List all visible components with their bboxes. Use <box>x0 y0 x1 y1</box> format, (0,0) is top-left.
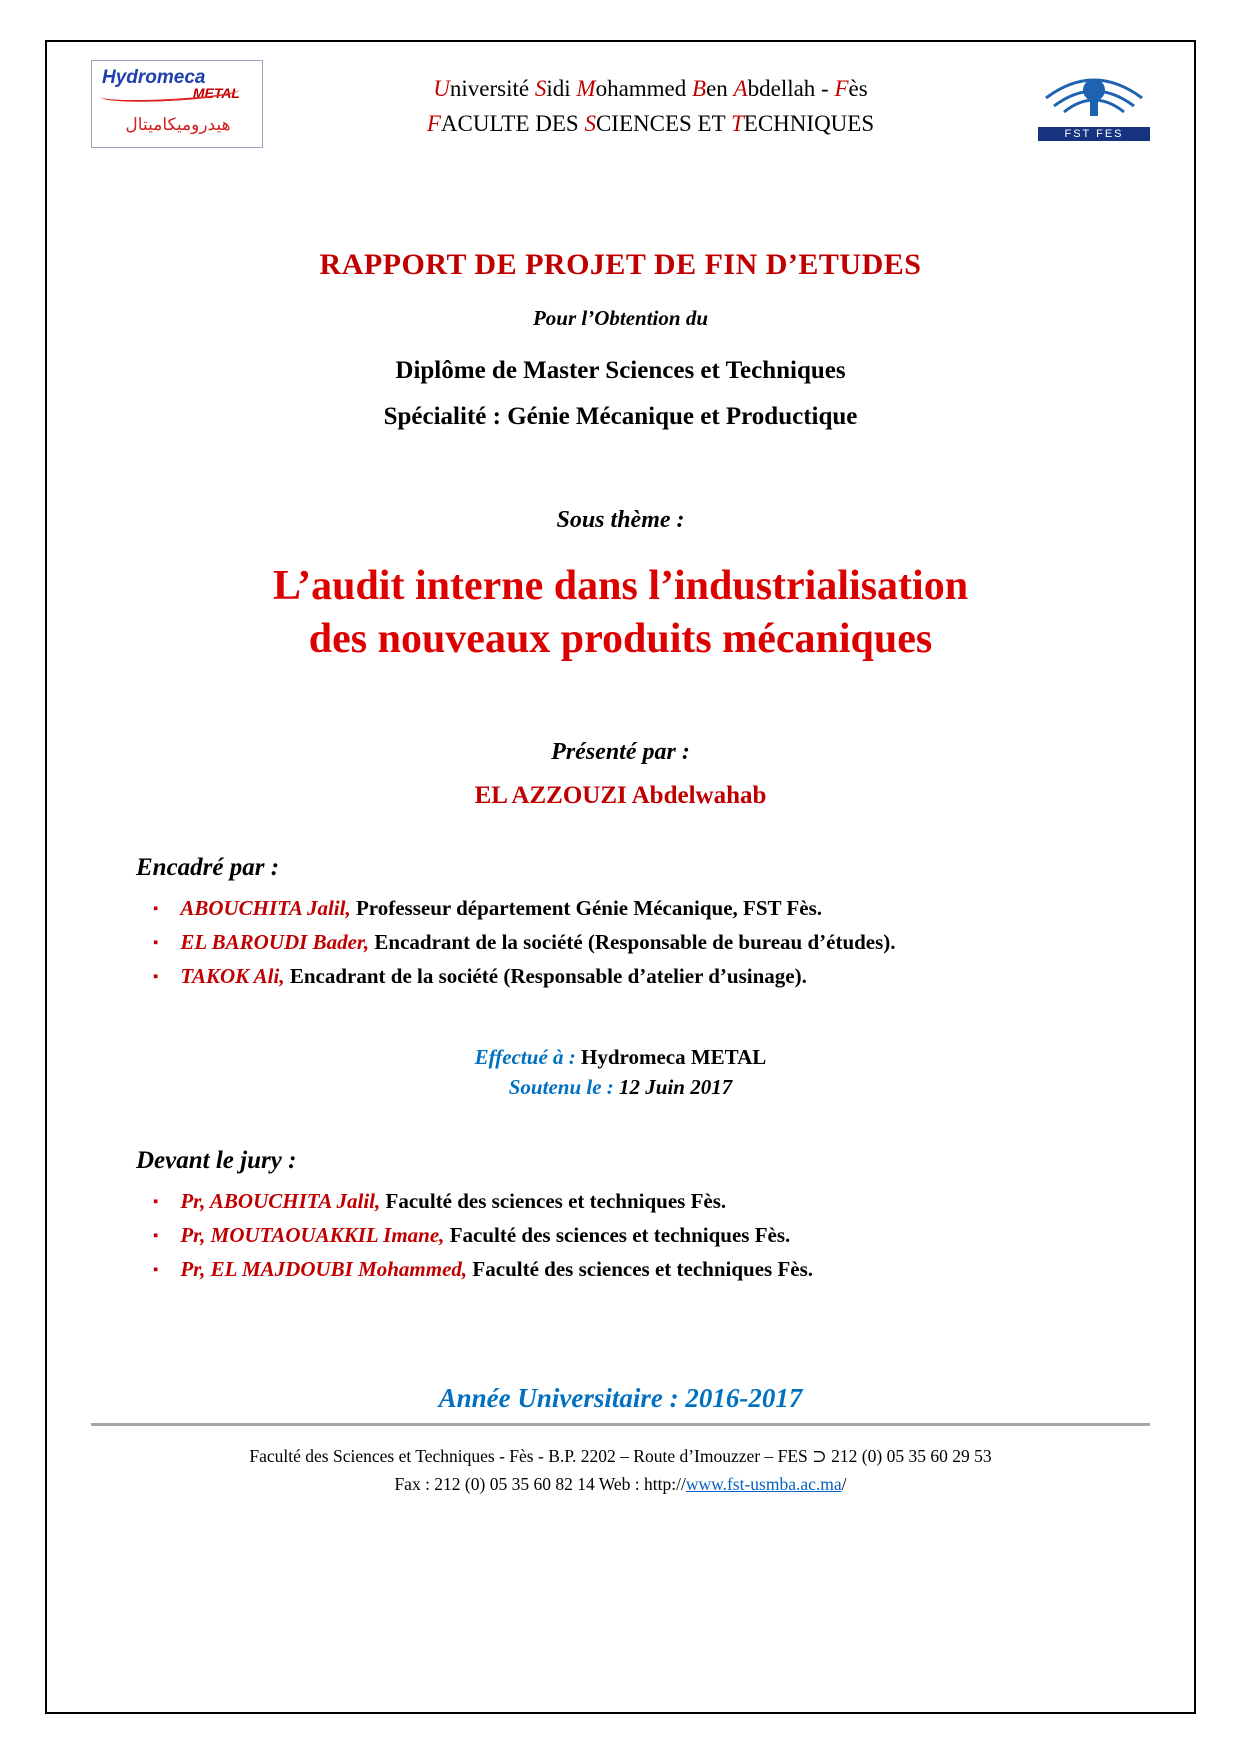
jury-item <box>153 1223 1150 1248</box>
jury-member-name: Pr, EL MAJDOUBI Mohammed, <box>180 1256 468 1281</box>
fst-logo <box>1038 60 1150 141</box>
footer-fax-text: Fax : 212 (0) 05 35 60 82 14 Web : http:// <box>394 1474 686 1494</box>
supervisor-role: Encadrant de la société (Responsable de bureau d’études). <box>369 930 896 954</box>
soutenu-label: Soutenu le : <box>508 1075 614 1100</box>
faculty-name-line: FACULTE DES SCIENCES ET TECHNIQUES <box>426 110 875 136</box>
specialty-line: Spécialité : Génie Mécanique et Productique <box>383 403 858 430</box>
supervisor-name: EL BAROUDI Bader, <box>180 930 370 954</box>
jury-list <box>91 1189 1150 1291</box>
hydromeca-arabic-name: هيدروميكاميتال <box>125 115 231 134</box>
university-name-line: Université Sidi Mohammed Ben Abdellah - Fès <box>433 76 868 101</box>
jury-member-name: Pr, MOUTAOUAKKIL Imane, <box>180 1222 445 1247</box>
supervisor-name: ABOUCHITA Jalil, <box>180 896 351 920</box>
supervisor-name: TAKOK Ali, <box>180 964 285 988</box>
hydromeca-metal-label: METAL <box>192 85 240 101</box>
author-name: EL AZZOUZI Abdelwahab <box>474 782 767 809</box>
jury-item <box>153 1257 1150 1282</box>
obtention-subtitle: Pour l’Obtention du <box>532 306 709 330</box>
institution-header <box>427 60 874 141</box>
report-title: RAPPORT DE PROJET DE FIN D’ETUDES <box>319 248 922 281</box>
footer-address-line: Faculté des Sciences et Techniques - Fès - B.P. 2202 – Route d’Imouzzer – FES ⊃ 212 (0) 05 35 60 29 53 <box>249 1446 992 1466</box>
hydromeca-logo <box>91 60 263 148</box>
supervisors-label: Encadré par : <box>136 854 280 881</box>
footer <box>91 1423 1150 1688</box>
supervisors-list <box>91 896 1150 998</box>
presented-label: Présenté par : <box>551 739 690 765</box>
footer-link-suffix: / <box>841 1474 847 1494</box>
jury-label: Devant le jury : <box>136 1146 297 1174</box>
sous-theme-label: Sous thème : <box>556 507 685 533</box>
jury-member-affiliation: Faculté des sciences et techniques Fès. <box>380 1188 727 1213</box>
supervisor-item <box>153 964 1150 989</box>
thesis-title-line1: L’audit interne dans l’industrialisation <box>272 563 969 609</box>
fst-logo-graphic <box>1038 60 1150 126</box>
footer-contact-line <box>91 1470 1150 1498</box>
supervisor-role: Encadrant de la société (Responsable d’atelier d’usinage). <box>284 964 807 988</box>
venue-block <box>91 1042 1150 1103</box>
diploma-line: Diplôme de Master Sciences et Techniques <box>395 357 846 384</box>
academic-year: Année Universitaire : 2016-2017 <box>438 1382 803 1413</box>
footer-web-link[interactable]: www.fst-usmba.ac.ma <box>685 1474 842 1494</box>
thesis-title <box>91 560 1150 665</box>
bullet-icon: ▪ <box>153 935 159 951</box>
hydromeca-name: Hydromeca <box>102 67 206 88</box>
jury-member-affiliation: Faculté des sciences et techniques Fès. <box>444 1222 791 1247</box>
supervisor-item <box>153 930 1150 955</box>
jury-member-affiliation: Faculté des sciences et techniques Fès. <box>467 1256 814 1281</box>
venue-effectue-line <box>91 1042 1150 1072</box>
fst-logo-caption: FST FES <box>1038 127 1150 141</box>
bullet-icon: ▪ <box>153 969 159 985</box>
venue-soutenu-line <box>91 1072 1150 1102</box>
page-border-frame <box>45 40 1196 1714</box>
supervisor-role: Professeur département Génie Mécanique, FST Fès. <box>350 896 822 920</box>
bullet-icon: ▪ <box>153 1261 159 1278</box>
bullet-icon: ▪ <box>153 901 159 917</box>
jury-member-name: Pr, ABOUCHITA Jalil, <box>180 1188 381 1213</box>
soutenu-value: 12 Juin 2017 <box>613 1075 733 1100</box>
footer-separator <box>91 1423 1150 1426</box>
effectue-label: Effectué à : <box>474 1045 576 1069</box>
bullet-icon: ▪ <box>153 1193 159 1210</box>
thesis-title-line2: des nouveaux produits mécaniques <box>308 615 933 662</box>
effectue-value: Hydromeca METAL <box>575 1045 767 1069</box>
supervisor-item <box>153 896 1150 921</box>
jury-item <box>153 1189 1150 1214</box>
bullet-icon: ▪ <box>153 1227 159 1244</box>
footer-bottom-space <box>91 1498 1150 1688</box>
header <box>91 60 1150 148</box>
